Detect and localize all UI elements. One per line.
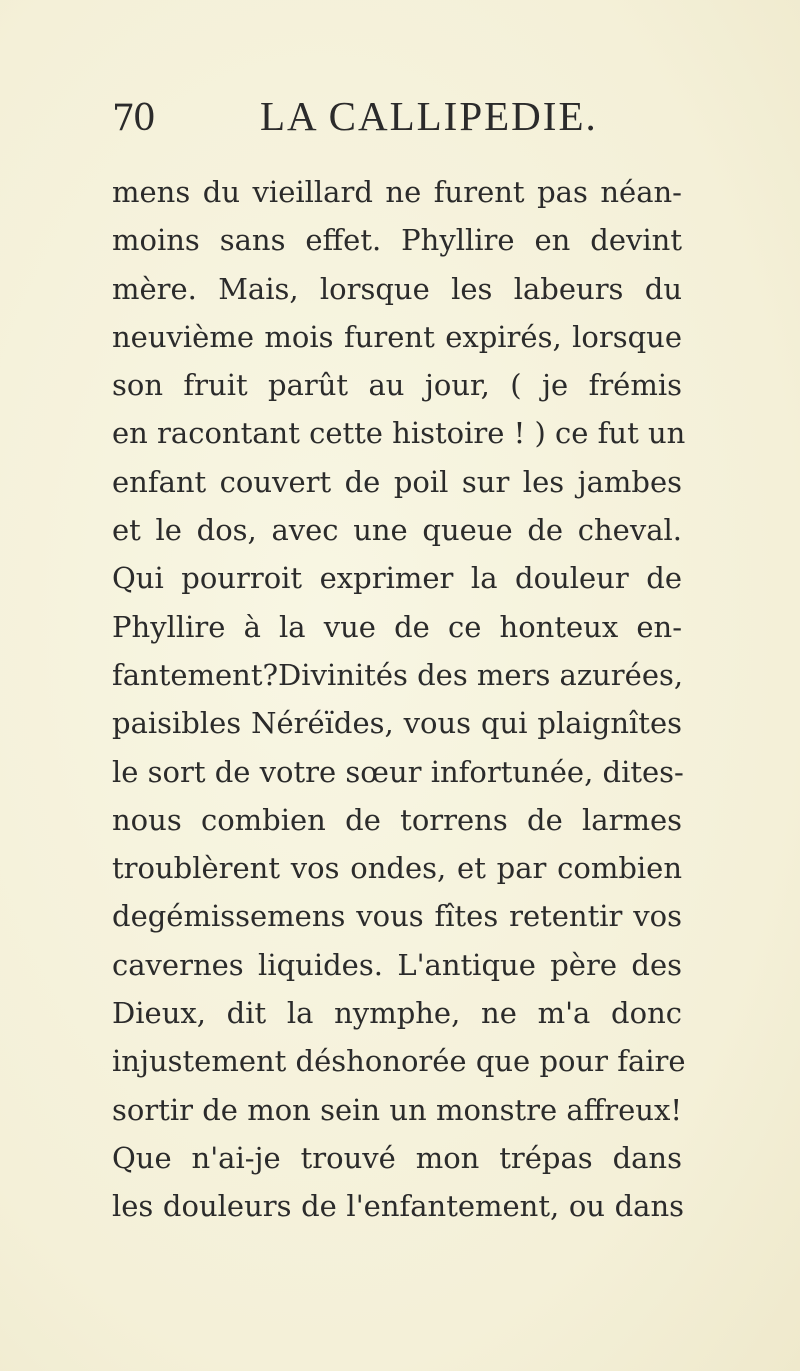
page-header	[112, 92, 672, 152]
running-title: LA CALLIPEDIE.	[260, 93, 598, 139]
text-line: degémissemens vous fîtes retentir vos	[112, 899, 682, 934]
page-number: 70	[112, 98, 154, 139]
text-line: nous combien de torrens de larmes	[112, 802, 682, 837]
text-line: en racontant cette histoire ! ) ce fut un	[112, 416, 686, 451]
text-line: Qui pourroit exprimer la douleur de	[112, 561, 682, 596]
text-line: cavernes liquides. L'antique père des	[112, 947, 682, 982]
text-line: son fruit parût au jour, ( je frémis	[112, 368, 682, 403]
text-line: injustement déshonorée que pour faire	[112, 1044, 686, 1079]
text-line: Dieux, dit la nymphe, ne m'a donc	[112, 996, 682, 1031]
body-text	[112, 168, 712, 1231]
text-line: mens du vieillard ne furent pas néan-	[112, 175, 682, 209]
text-line: Phyllire à la vue de ce honteux en-	[112, 609, 682, 644]
text-line: Que n'ai-je trouvé mon trépas dans	[112, 1140, 682, 1175]
text-line: mère. Mais, lorsque les labeurs du	[112, 271, 682, 306]
text-line: enfant couvert de poil sur les jambes	[112, 464, 682, 499]
text-line: le sort de votre sœur infortunée, dites-	[112, 754, 684, 789]
text-line: fantement?Divinités des mers azurées,	[112, 657, 684, 692]
text-line: moins sans effet. Phyllire en devint	[112, 223, 682, 258]
text-line: et le dos, avec une queue de cheval.	[112, 513, 682, 548]
text-line: neuvième mois furent expirés, lorsque	[112, 319, 682, 354]
text-line: les douleurs de l'enfantement, ou dans	[112, 1189, 684, 1224]
text-line: sortir de mon sein un monstre affreux!	[112, 1092, 682, 1127]
text-line: paisibles Néréïdes, vous qui plaignîtes	[112, 706, 682, 741]
text-line: troublèrent vos ondes, et par combien	[112, 851, 682, 886]
